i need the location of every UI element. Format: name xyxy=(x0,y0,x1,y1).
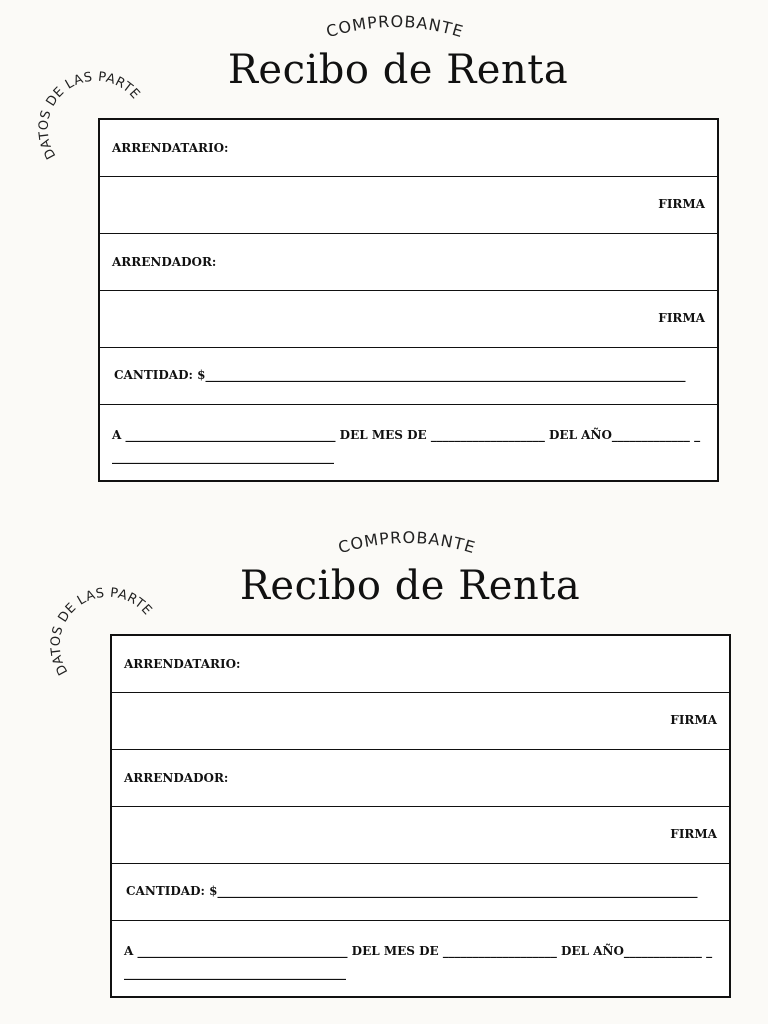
tenant-signature-label: FIRMA xyxy=(658,197,705,211)
receipt-title: Recibo de Renta xyxy=(239,563,581,609)
date-row xyxy=(100,405,717,480)
receipt-table xyxy=(110,634,731,998)
landlord-label: ARRENDADOR: xyxy=(124,771,229,785)
svg-text:DATOS DE LAS PARTES: DATOS DE LAS PARTES xyxy=(21,45,143,162)
landlord-label: ARRENDADOR: xyxy=(112,255,217,269)
tenant-label: ARRENDATARIO: xyxy=(112,141,229,155)
landlord-signature-label: FIRMA xyxy=(658,311,705,325)
svg-text:COMPROBANTE: COMPROBANTE xyxy=(336,527,478,558)
receipt-table xyxy=(98,118,719,482)
amount-row xyxy=(100,348,717,405)
receipt-title: Recibo de Renta xyxy=(227,47,569,93)
tenant-row xyxy=(112,636,729,693)
tenant-label: ARRENDATARIO: xyxy=(124,657,241,671)
svg-text:COMPROBANTE: COMPROBANTE xyxy=(324,11,466,42)
amount-line: CANTIDAD: $________________________________________________________________________________ xyxy=(114,368,686,382)
amount-line: CANTIDAD: $________________________________________________________________________________ xyxy=(126,884,698,898)
date-line: A ___________________________________ DEL MES DE ___________________ DEL AÑO_____________ ______________________________________ xyxy=(112,428,701,464)
landlord-signature-row xyxy=(100,291,717,348)
receipt-bottom xyxy=(0,516,768,1016)
tenant-signature-row xyxy=(112,693,729,750)
svg-text:DATOS DE LAS PARTES: DATOS DE LAS PARTES xyxy=(33,561,155,678)
landlord-signature-row xyxy=(112,807,729,864)
landlord-row xyxy=(112,750,729,807)
landlord-signature-label: FIRMA xyxy=(670,827,717,841)
landlord-row xyxy=(100,234,717,291)
date-row xyxy=(112,921,729,996)
date-line: A ___________________________________ DEL MES DE ___________________ DEL AÑO_____________ ______________________________________ xyxy=(124,944,713,980)
amount-row xyxy=(112,864,729,921)
receipt-top xyxy=(0,0,768,500)
tenant-row xyxy=(100,120,717,177)
tenant-signature-label: FIRMA xyxy=(670,713,717,727)
tenant-signature-row xyxy=(100,177,717,234)
